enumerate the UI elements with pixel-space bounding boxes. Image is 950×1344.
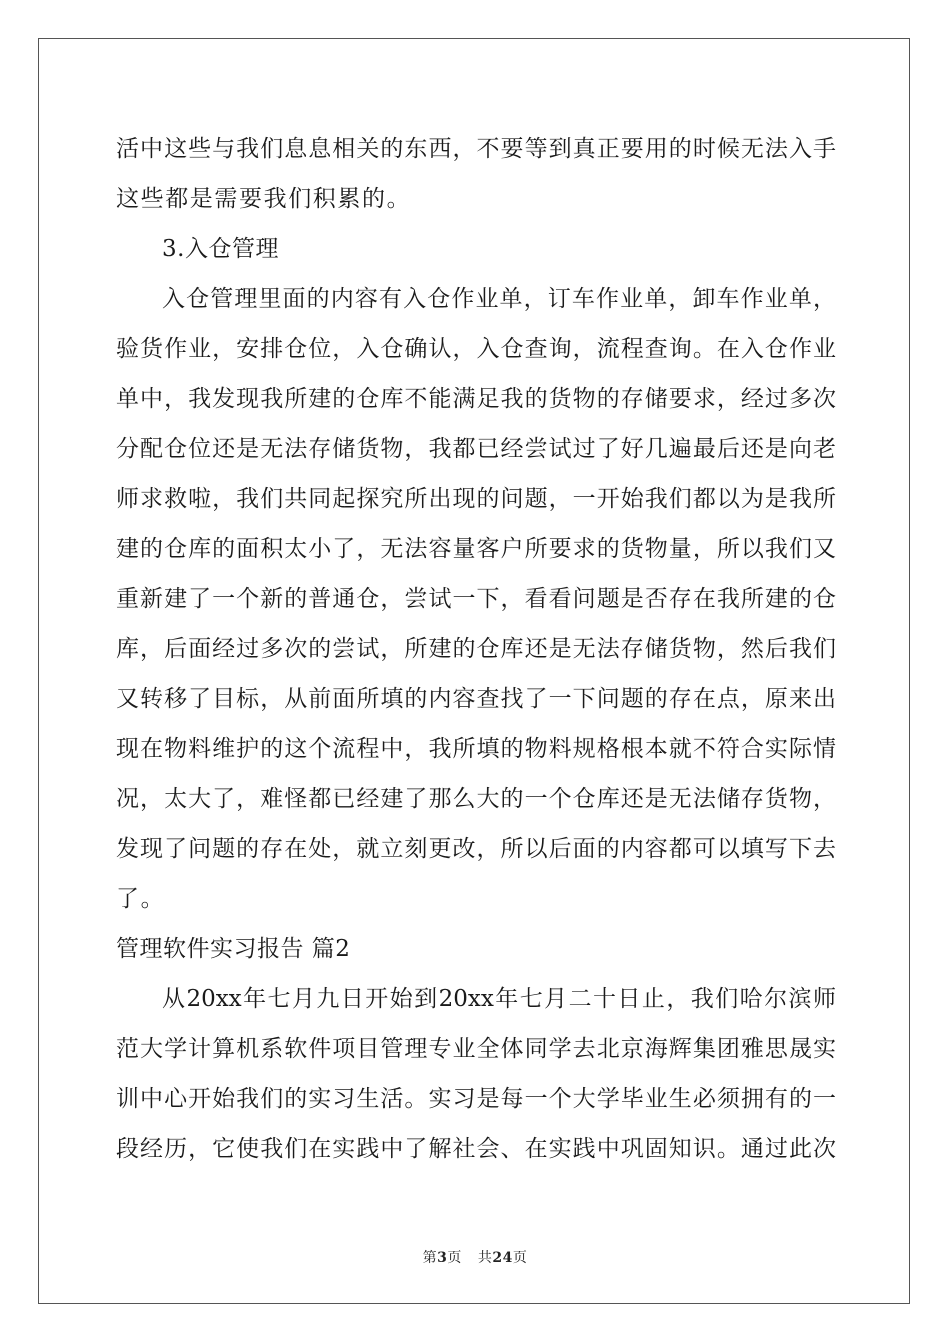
total-suffix: 页 [512, 1250, 528, 1266]
page-suffix: 页 [447, 1250, 462, 1266]
paragraph-first-line: 入仓管理里面的内容有入仓作业单，订车作业单，卸车作业单， [162, 286, 836, 312]
body-line: 师求救啦，我们共同起探究所出现的问题，一开始我们都以为是我所 [116, 486, 836, 512]
page-number: 3 [437, 1250, 448, 1266]
body-line: 单中，我发现我所建的仓库不能满足我的货物的存储要求，经过多次 [116, 386, 836, 412]
page-prefix: 第 [422, 1250, 438, 1266]
body-line: 了。 [116, 886, 166, 912]
body-line: 库，后面经过多次的尝试，所建的仓库还是无法存储货物，然后我们 [116, 636, 836, 662]
body-line: 验货作业，安排仓位，入仓确认，入仓查询，流程查询。在入仓作业 [116, 336, 836, 362]
paragraph-first-line: 从20xx年七月九日开始到20xx年七月二十日止，我们哈尔滨师 [162, 986, 836, 1012]
body-line: 发现了问题的存在处，就立刻更改，所以后面的内容都可以填写下去 [116, 836, 836, 862]
body-line: 分配仓位还是无法存储货物，我都已经尝试过了好几遍最后还是向老 [116, 436, 836, 462]
body-line: 活中这些与我们息息相关的东西，不要等到真正要用的时候无法入手 [116, 136, 836, 162]
section-heading: 3.入仓管理 [162, 236, 279, 262]
body-line: 现在物料维护的这个流程中，我所填的物料规格根本就不符合实际情 [116, 736, 836, 762]
body-line: 况，太大了，难怪都已经建了那么大的一个仓库还是无法储存货物， [116, 786, 836, 812]
page-footer [0, 1247, 950, 1267]
total-prefix: 共 [477, 1250, 493, 1266]
body-line: 建的仓库的面积太小了，无法容量客户所要求的货物量，所以我们又 [116, 536, 836, 562]
total-pages: 24 [492, 1250, 513, 1266]
body-line: 重新建了一个新的普通仓，尝试一下，看看问题是否存在我所建的仓 [116, 586, 836, 612]
body-line: 范大学计算机系软件项目管理专业全体同学去北京海辉集团雅思晟实 [116, 1036, 836, 1062]
body-line: 又转移了目标，从前面所填的内容查找了一下问题的存在点，原来出 [116, 686, 836, 712]
body-line: 段经历，它使我们在实践中了解社会、在实践中巩固知识。通过此次 [116, 1136, 836, 1162]
article-heading: 管理软件实习报告 篇2 [116, 936, 351, 962]
body-line: 训中心开始我们的实习生活。实习是每一个大学毕业生必须拥有的一 [116, 1086, 836, 1112]
body-line: 这些都是需要我们积累的。 [116, 186, 412, 212]
document-body [116, 124, 836, 1174]
